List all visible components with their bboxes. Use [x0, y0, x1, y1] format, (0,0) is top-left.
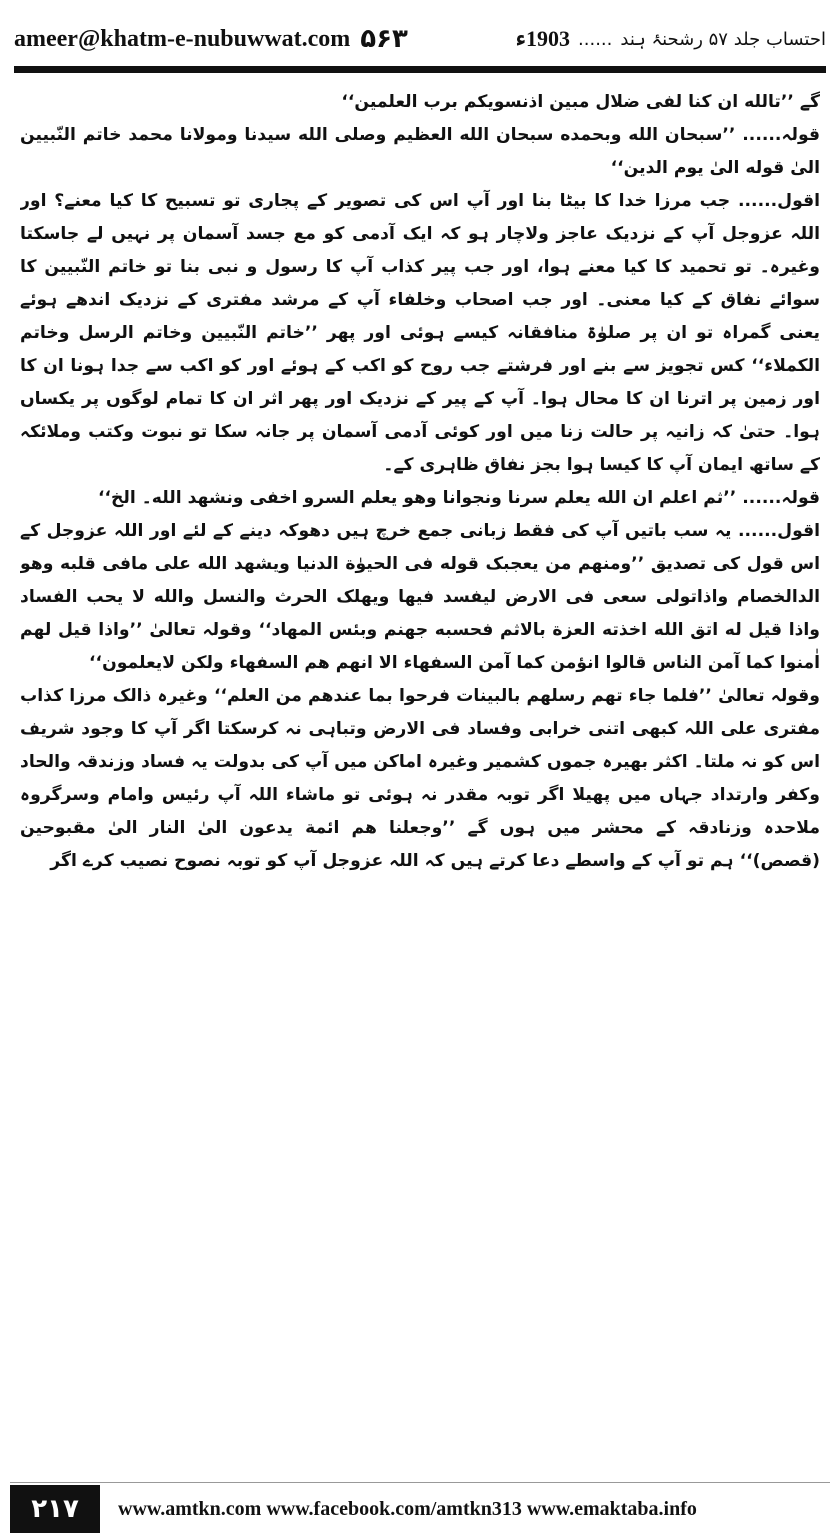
header-year: 1903ء	[515, 26, 571, 51]
paragraph-4: قولہ...... ’’ثم اعلم ان الله یعلم سرنا ونجوانا وهو یعلم السرو اخفی ونشهد الله۔ الخ‘‘	[97, 488, 820, 508]
page-footer	[10, 1482, 830, 1535]
header-dots: ......	[578, 28, 613, 50]
header-book-title: احتساب جلد ۵۷ رشحنۂ ہند	[620, 28, 826, 50]
footer-page-box: ۲۱۷	[10, 1485, 100, 1533]
page-header	[14, 14, 826, 64]
paragraph-5: اقول...... یہ سب باتیں آپ کی فقط زبانی جمع خرچ ہیں دھوکہ دینے کے لئے اور اللہ عزوجل کے اس قول کی تصدیق ’’ومنهم من یعجبک قوله فی الحیوٰة الدنیا ویشهد الله علی مافی قلبه وهو الدالخصام واذاتولی سعی فی الارض لیفسد فیها ویهلک الحرث والنسل والله لا یحب الفساد واذا قیل له اتق الله اخذته العزة بالاثم فحسبه جهنم وبئس المهاد‘‘ وقولہ تعالیٰ ’’واذا قیل لهم اٰمنوا کما آمن الناس قالوا انؤمن کما آمن السفهاء الا انهم هم السفهاء ولکن لایعلمون‘‘	[20, 521, 820, 673]
paragraph-1: گے ’’تالله ان کنا لفی ضلال مبین اذنسویکم برب العلمین‘‘	[341, 92, 820, 112]
page-body	[20, 86, 820, 1456]
paragraph-6: وقولہ تعالیٰ ’’فلما جاء تهم رسلهم بالبینات فرحوا بما عندهم من العلم‘‘ وغیرہ ذالک مرزا کذاب مفتری علی اللہ کبھی اتنی خرابی وفساد فی الارض وتباہی نہ کرسکتا اگر آپ کا وجود شریف اس کو نہ ملتا۔ اکثر بھیرہ جموں کشمیر وغیرہ اماکن میں آپ کی بدولت یہ فساد وزندقہ والحاد وکفر وارتداد جہاں میں پھیلا اگر توبہ مقدر نہ ہوئی تو ماشاء اللہ آپ رئیس وامام وسرگروہ ملاحدہ وزنادقہ کے محشر میں ہوں گے ’’وجعلنا هم ائمة یدعون الیٰ النار الیٰ مقبوحین (قصص)‘‘ ہم تو آپ کے واسطے دعا کرتے ہیں کہ اللہ عزوجل آپ کو توبہ نصوح نصیب کرے اگر	[20, 686, 820, 871]
header-rule	[14, 66, 826, 73]
header-page-number: ۵۶۳	[360, 24, 408, 54]
paragraph-2: قولہ...... ’’سبحان الله وبحمده سبحان الله العظیم وصلی الله سیدنا ومولانا محمد خاتم النّبیین الیٰ قوله الیٰ یوم الدین‘‘	[20, 125, 820, 178]
header-left	[14, 24, 408, 54]
header-email: ameer@khatm-e-nubuwwat.com	[14, 25, 351, 52]
paragraph-3: اقول...... جب مرزا خدا کا بیٹا بنا اور آپ اس کی تصویر کے پجاری تو تسبیح کا کیا معنے؟ اور اللہ عزوجل آپ کے نزدیک عاجز ولاچار ہو کہ ایک آدمی کو مع جسد آسمان پر نہیں لے جاسکتا وغیرہ۔ تو تحمید کا کیا معنے ہوا، اور جب پیر کذاب آپ کا رسول و نبی بنا تو خاتم النّبیین کا سوائے نفاق کے کیا معنی۔ اور جب اصحاب وخلفاء آپ کے مرشد مفتری کے نزدیک اندھے ہوئے یعنی گمراہ تو ان پر صلوٰۃ منافقانہ کیسے ہوئی اور پھر ’’خاتم النّبیین وخاتم الرسل وخاتم الکملاء‘‘ کس تجویز سے بنے اور فرشتے جب روح کو اکب کے ہوئے اور کو اکب سے جدا ہونا ان کا اور زمین پر اترنا ان کا محال ہوا۔ آپ کے پیر کے نزدیک اور پھر اثر ان کا تمام لوگوں پر یکساں ہوا۔ حتیٰ کہ زانیہ پر حالت زنا میں اور کوئی آدمی آسمان پر جانہ سکا تو نبوت وکتب وملائکہ کے ساتھ ایمان آپ کا کیسا ہوا بجز نفاق ظاہری کے۔	[20, 191, 820, 475]
footer-urls: www.amtkn.com www.facebook.com/amtkn313 www.emaktaba.info	[118, 1497, 697, 1520]
header-right	[516, 26, 826, 52]
